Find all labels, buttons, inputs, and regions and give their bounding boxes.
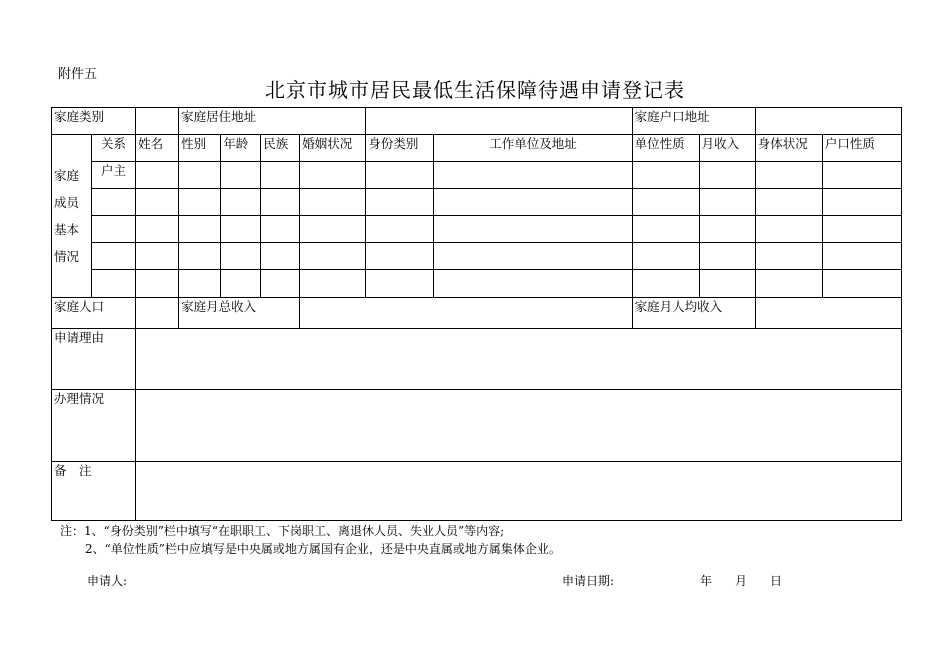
members-header-row (52, 135, 902, 162)
population-label: 家庭人口 (52, 298, 136, 329)
note-2: 2、“单位性质”栏中应填写是中央属或地方属国有企业，还是中央直属或地方属集体企业。 (85, 542, 561, 556)
header-health: 身体状况 (755, 135, 822, 162)
applicant-label: 申请人: (87, 574, 128, 588)
residence-address-value[interactable] (366, 108, 632, 135)
date-day: 日 (770, 574, 783, 588)
remarks-row (52, 462, 902, 521)
header-name: 姓名 (136, 135, 179, 162)
form-title: 北京市城市居民最低生活保障待遇申请登记表 (265, 78, 685, 102)
reason-field[interactable] (136, 329, 902, 390)
member-row (52, 162, 902, 189)
member-row (52, 189, 902, 216)
application-date-label: 申请日期: (562, 574, 615, 588)
residence-address-label: 家庭居住地址 (179, 108, 366, 135)
income-summary-row (52, 298, 902, 329)
form-notes (60, 522, 561, 558)
header-ethnicity: 民族 (261, 135, 300, 162)
header-monthly-income: 月收入 (699, 135, 755, 162)
attachment-label: 附件五 (58, 67, 98, 82)
family-type-value[interactable] (136, 108, 179, 135)
population-value[interactable] (136, 298, 179, 329)
header-age: 年龄 (221, 135, 261, 162)
header-hukou-nature: 户口性质 (822, 135, 901, 162)
header-workplace: 工作单位及地址 (434, 135, 632, 162)
date-year: 年 (700, 574, 713, 588)
reason-label: 申请理由 (52, 329, 136, 390)
reason-row (52, 329, 902, 390)
processing-row (52, 390, 902, 462)
application-form-table (51, 107, 902, 521)
per-capita-income-label: 家庭月人均收入 (632, 298, 755, 329)
family-type-label: 家庭类别 (52, 108, 136, 135)
per-capita-income-value[interactable] (755, 298, 901, 329)
hukou-address-value[interactable] (755, 108, 901, 135)
date-month: 月 (735, 574, 748, 588)
header-relation: 关系 (92, 135, 136, 162)
header-gender: 性别 (179, 135, 221, 162)
relation-head-of-household: 户主 (92, 162, 136, 189)
hukou-address-label: 家庭户口地址 (632, 108, 755, 135)
total-income-label: 家庭月总收入 (179, 298, 300, 329)
member-row (52, 243, 902, 270)
processing-label: 办理情况 (52, 390, 136, 462)
remarks-label: 备 注 (52, 462, 136, 521)
header-marital: 婚姻状况 (300, 135, 366, 162)
processing-field[interactable] (136, 390, 902, 462)
members-section-label: 家庭 成员 基本 情况 (52, 135, 92, 298)
header-unit-nature: 单位性质 (632, 135, 699, 162)
total-income-value[interactable] (300, 298, 632, 329)
member-row (52, 270, 902, 298)
note-1: 注：1、“身份类别”栏中填写“在职职工、下岗职工、离退休人员、失业人员”等内容; (60, 524, 505, 538)
member-row (52, 216, 902, 243)
header-identity: 身份类别 (366, 135, 434, 162)
remarks-field[interactable] (136, 462, 902, 521)
family-info-row (52, 108, 902, 135)
